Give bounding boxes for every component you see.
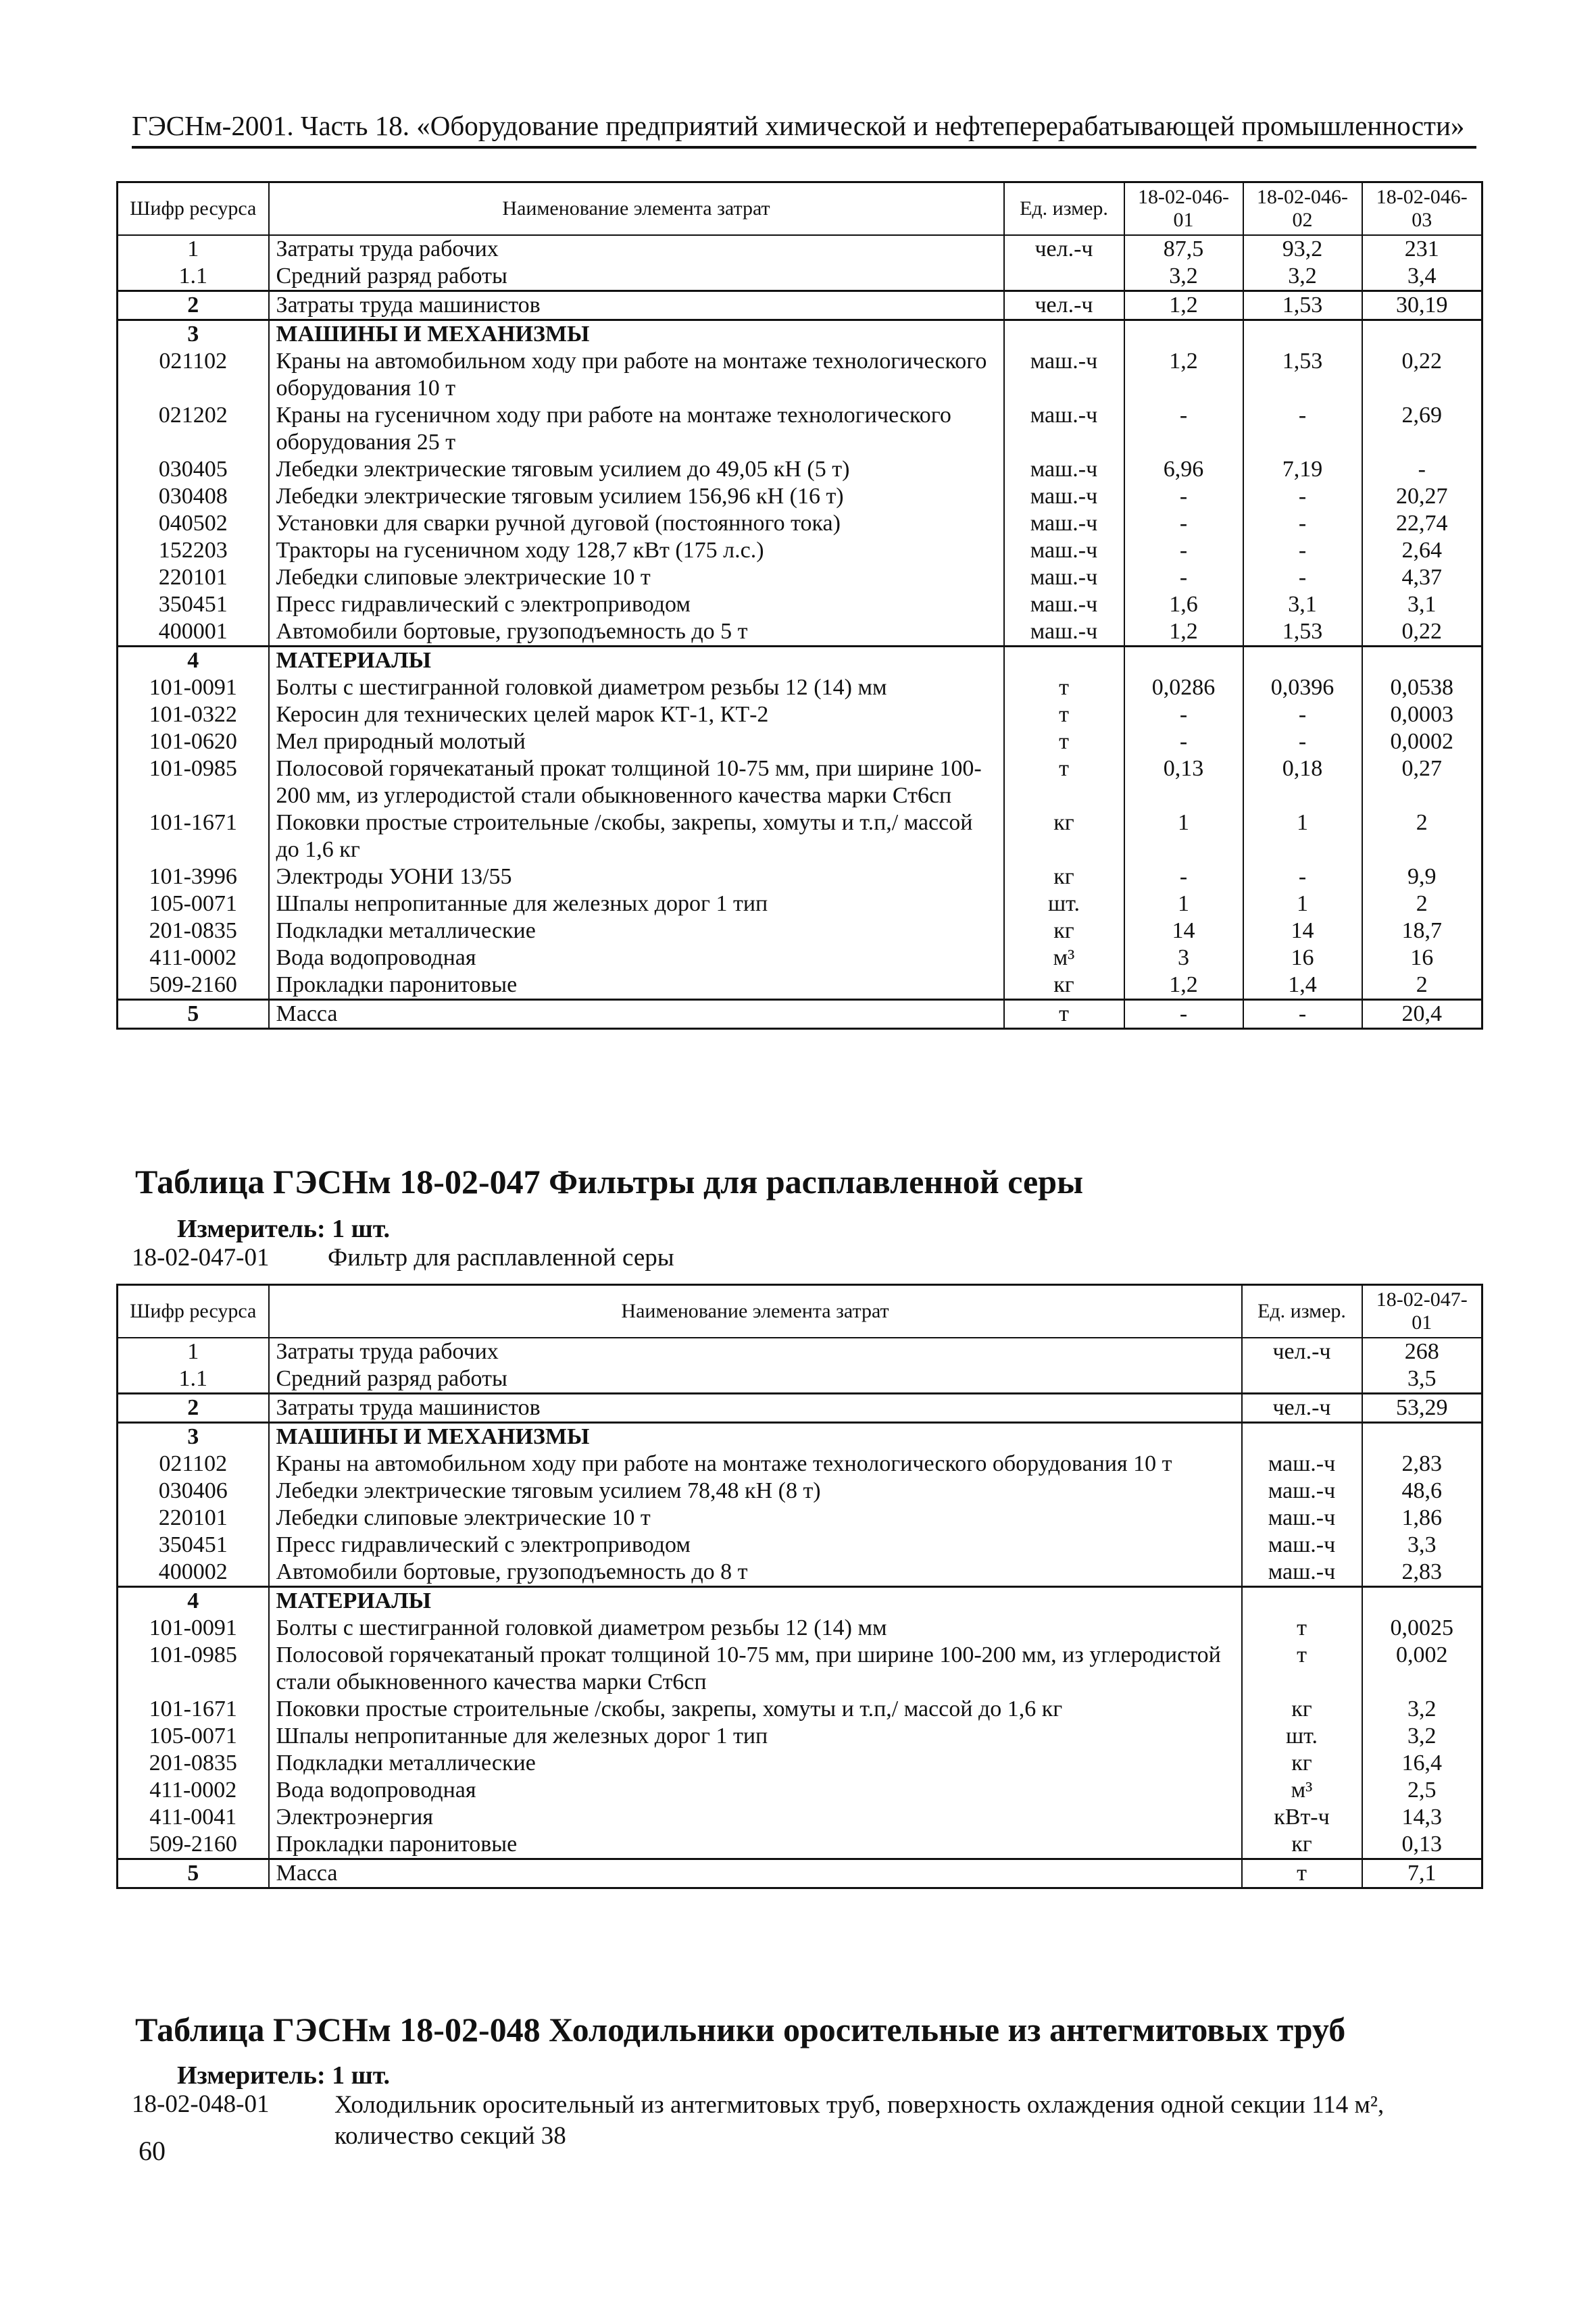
value-cell: 0,13: [1124, 755, 1243, 809]
value-cell: 3,2: [1124, 263, 1243, 291]
code-cell: 101-0985: [118, 755, 269, 809]
col-header-name: Наименование элемента затрат: [269, 1285, 1242, 1338]
unit-cell: т: [1242, 1615, 1362, 1642]
unit-cell: [1004, 647, 1124, 675]
value-cell: 2,83: [1362, 1451, 1482, 1478]
code-cell: 101-1671: [118, 809, 269, 863]
name-cell: Краны на автомобильном ходу при работе на монтаже технологического оборудования 10 т: [269, 1451, 1242, 1478]
value-cell: -: [1124, 483, 1243, 510]
table-row: [118, 1642, 1482, 1696]
item-code-048: 18-02-048-01: [132, 2090, 270, 2118]
resource-table-047: [116, 1284, 1483, 1889]
code-cell: 021102: [118, 1451, 269, 1478]
col-header-value: 18-02-046-02: [1243, 182, 1362, 236]
unit-cell: маш.-ч: [1004, 402, 1124, 456]
name-cell: Вода водопроводная: [269, 1777, 1242, 1804]
value-cell: 2,64: [1362, 537, 1482, 564]
code-cell: 411-0002: [118, 945, 269, 972]
value-cell: 0,0025: [1362, 1615, 1482, 1642]
code-cell: 030405: [118, 456, 269, 483]
table-row: [118, 1478, 1482, 1505]
name-cell: Лебедки слиповые электрические 10 т: [269, 1505, 1242, 1532]
value-cell: -: [1243, 537, 1362, 564]
code-cell: 101-0091: [118, 1615, 269, 1642]
table-row: [118, 890, 1482, 917]
unit-cell: кг: [1004, 863, 1124, 890]
code-cell: 5: [118, 1859, 269, 1888]
unit-cell: маш.-ч: [1004, 564, 1124, 591]
unit-cell: кг: [1242, 1696, 1362, 1723]
name-cell: Полосовой горячекатаный прокат толщиной 10-75 мм, при ширине 100-200 мм, из углеродистой стали обыкновенного качества марки Ст6сп: [269, 755, 1004, 809]
name-cell: МАТЕРИАЛЫ: [269, 1587, 1242, 1615]
value-cell: 18,7: [1362, 917, 1482, 945]
table-row: [118, 917, 1482, 945]
value-cell: 7,1: [1362, 1859, 1482, 1888]
table-row: [118, 1365, 1482, 1394]
name-cell: Электроды УОНИ 13/55: [269, 863, 1004, 890]
code-cell: 101-1671: [118, 1696, 269, 1723]
code-cell: 105-0071: [118, 1723, 269, 1750]
table-row: [118, 1696, 1482, 1723]
value-cell: [1124, 320, 1243, 349]
value-cell: 1,53: [1243, 348, 1362, 402]
value-cell: -: [1124, 1000, 1243, 1029]
code-cell: 3: [118, 1423, 269, 1451]
table-header-row: [118, 182, 1482, 236]
value-cell: 3: [1124, 945, 1243, 972]
unit-cell: кг: [1004, 972, 1124, 1000]
code-cell: 509-2160: [118, 972, 269, 1000]
table-row: [118, 320, 1482, 349]
value-cell: 1: [1243, 890, 1362, 917]
table-row: [118, 647, 1482, 675]
unit-cell: м³: [1004, 945, 1124, 972]
value-cell: 2: [1362, 890, 1482, 917]
table-body: [118, 235, 1482, 1029]
value-cell: 9,9: [1362, 863, 1482, 890]
unit-cell: шт.: [1242, 1723, 1362, 1750]
value-cell: 6,96: [1124, 456, 1243, 483]
name-cell: Установки для сварки ручной дуговой (постоянного тока): [269, 510, 1004, 537]
unit-cell: маш.-ч: [1004, 537, 1124, 564]
name-cell: Краны на гусеничном ходу при работе на монтаже технологического оборудования 25 т: [269, 402, 1004, 456]
value-cell: -: [1124, 537, 1243, 564]
value-cell: -: [1243, 863, 1362, 890]
name-cell: Шпалы непропитанные для железных дорог 1 тип: [269, 890, 1004, 917]
unit-cell: маш.-ч: [1004, 591, 1124, 618]
value-cell: 16: [1362, 945, 1482, 972]
value-cell: 14: [1124, 917, 1243, 945]
col-header-code: Шифр ресурса: [118, 1285, 269, 1338]
table-row: [118, 1532, 1482, 1559]
value-cell: 2: [1362, 972, 1482, 1000]
value-cell: -: [1124, 510, 1243, 537]
code-cell: 4: [118, 1587, 269, 1615]
unit-cell: кг: [1242, 1750, 1362, 1777]
value-cell: 14,3: [1362, 1804, 1482, 1831]
value-cell: 3,2: [1243, 263, 1362, 291]
code-cell: 101-0620: [118, 728, 269, 755]
name-cell: Полосовой горячекатаный прокат толщиной 10-75 мм, при ширине 100-200 мм, из углеродистой стали обыкновенного качества марки Ст6сп: [269, 1642, 1242, 1696]
code-cell: 220101: [118, 564, 269, 591]
code-cell: 4: [118, 647, 269, 675]
page-header: ГЭСНм-2001. Часть 18. «Оборудование предприятий химической и нефтеперерабатывающей промышленности»: [132, 109, 1476, 149]
table-row: [118, 1338, 1482, 1365]
col-header-name: Наименование элемента затрат: [269, 182, 1004, 236]
unit-cell: т: [1004, 701, 1124, 728]
value-cell: -: [1243, 510, 1362, 537]
name-cell: МАТЕРИАЛЫ: [269, 647, 1004, 675]
unit-cell: маш.-ч: [1242, 1559, 1362, 1587]
value-cell: -: [1243, 728, 1362, 755]
table-row: [118, 1394, 1482, 1423]
name-cell: Электроэнергия: [269, 1804, 1242, 1831]
table-row: [118, 263, 1482, 291]
table-title-047: Таблица ГЭСНм 18-02-047 Фильтры для расплавленной серы: [135, 1163, 1084, 1201]
table-row: [118, 456, 1482, 483]
name-cell: Керосин для технических целей марок КТ-1, КТ-2: [269, 701, 1004, 728]
table-row: [118, 1505, 1482, 1532]
table-row: [118, 674, 1482, 701]
value-cell: 2,69: [1362, 402, 1482, 456]
code-cell: 101-0985: [118, 1642, 269, 1696]
value-cell: 0,27: [1362, 755, 1482, 809]
unit-cell: чел.-ч: [1242, 1394, 1362, 1423]
value-cell: 1,6: [1124, 591, 1243, 618]
code-cell: 201-0835: [118, 1750, 269, 1777]
table-row: [118, 1559, 1482, 1587]
code-cell: 1: [118, 235, 269, 263]
code-cell: 2: [118, 1394, 269, 1423]
item-code: 18-02-047-01: [132, 1244, 270, 1272]
unit-cell: маш.-ч: [1242, 1505, 1362, 1532]
value-cell: 1: [1243, 809, 1362, 863]
name-cell: МАШИНЫ И МЕХАНИЗМЫ: [269, 1423, 1242, 1451]
item-description: Фильтр для расплавленной серы: [328, 1244, 674, 1272]
value-cell: 2: [1362, 809, 1482, 863]
unit-cell: кг: [1242, 1831, 1362, 1859]
name-cell: Автомобили бортовые, грузоподъемность до 8 т: [269, 1559, 1242, 1587]
value-cell: -: [1243, 701, 1362, 728]
value-cell: 2,83: [1362, 1559, 1482, 1587]
table-row: [118, 291, 1482, 320]
value-cell: 0,0286: [1124, 674, 1243, 701]
value-cell: 0,0003: [1362, 701, 1482, 728]
code-cell: 021102: [118, 348, 269, 402]
table-header-row: [118, 1285, 1482, 1338]
unit-cell: маш.-ч: [1004, 510, 1124, 537]
unit-cell: маш.-ч: [1242, 1478, 1362, 1505]
unit-cell: [1242, 1365, 1362, 1394]
value-cell: 30,19: [1362, 291, 1482, 320]
value-cell: 22,74: [1362, 510, 1482, 537]
table-row: [118, 1750, 1482, 1777]
name-cell: Краны на автомобильном ходу при работе на монтаже технологического оборудования 10 т: [269, 348, 1004, 402]
table-row: [118, 235, 1482, 263]
table-title-048: Таблица ГЭСНм 18-02-048 Холодильники оросительные из антегмитовых труб: [135, 2011, 1346, 2048]
unit-cell: кг: [1004, 917, 1124, 945]
table-row: [118, 537, 1482, 564]
table-row: [118, 809, 1482, 863]
value-cell: 3,5: [1362, 1365, 1482, 1394]
value-cell: -: [1243, 402, 1362, 456]
value-cell: 0,0538: [1362, 674, 1482, 701]
value-cell: 20,27: [1362, 483, 1482, 510]
name-cell: Мел природный молотый: [269, 728, 1004, 755]
name-cell: Затраты труда рабочих: [269, 235, 1004, 263]
col-header-unit: Ед. измер.: [1004, 182, 1124, 236]
col-header-value: 18-02-046-01: [1124, 182, 1243, 236]
name-cell: Масса: [269, 1859, 1242, 1888]
unit-cell: м³: [1242, 1777, 1362, 1804]
table-row: [118, 1000, 1482, 1029]
table-row: [118, 1804, 1482, 1831]
value-cell: 0,0396: [1243, 674, 1362, 701]
unit-cell: [1004, 320, 1124, 349]
name-cell: Пресс гидравлический с электроприводом: [269, 591, 1004, 618]
unit-cell: т: [1004, 1000, 1124, 1029]
code-cell: 021202: [118, 402, 269, 456]
unit-cell: т: [1242, 1859, 1362, 1888]
name-cell: Пресс гидравлический с электроприводом: [269, 1532, 1242, 1559]
name-cell: Подкладки металлические: [269, 1750, 1242, 1777]
table-row: [118, 348, 1482, 402]
value-cell: -: [1243, 1000, 1362, 1029]
value-cell: 231: [1362, 235, 1482, 263]
value-cell: [1124, 647, 1243, 675]
value-cell: [1362, 1423, 1482, 1451]
col-header-value: 18-02-047-01: [1362, 1285, 1482, 1338]
table-row: [118, 1723, 1482, 1750]
code-cell: 152203: [118, 537, 269, 564]
table-body: [118, 1338, 1482, 1888]
value-cell: -: [1362, 456, 1482, 483]
value-cell: 0,18: [1243, 755, 1362, 809]
name-cell: Шпалы непропитанные для железных дорог 1 тип: [269, 1723, 1242, 1750]
value-cell: -: [1243, 483, 1362, 510]
code-cell: 105-0071: [118, 890, 269, 917]
code-cell: 1: [118, 1338, 269, 1365]
unit-cell: маш.-ч: [1004, 456, 1124, 483]
item-description-048: Холодильник оросительный из антегмитовых труб, поверхность охлаждения одной секции 114 м², количество секций 38: [334, 2091, 1385, 2150]
value-cell: -: [1243, 564, 1362, 591]
name-cell: Масса: [269, 1000, 1004, 1029]
table-row: [118, 1451, 1482, 1478]
value-cell: 1,53: [1243, 618, 1362, 647]
name-cell: Подкладки металлические: [269, 917, 1004, 945]
unit-cell: маш.-ч: [1242, 1532, 1362, 1559]
value-cell: 16,4: [1362, 1750, 1482, 1777]
value-cell: -: [1124, 564, 1243, 591]
name-cell: Вода водопроводная: [269, 945, 1004, 972]
unit-cell: маш.-ч: [1242, 1451, 1362, 1478]
value-cell: 268: [1362, 1338, 1482, 1365]
value-cell: 0,13: [1362, 1831, 1482, 1859]
value-cell: 2,5: [1362, 1777, 1482, 1804]
unit-cell: кг: [1004, 809, 1124, 863]
value-cell: 3,2: [1362, 1723, 1482, 1750]
table-row: [118, 1777, 1482, 1804]
name-cell: Болты с шестигранной головкой диаметром резьбы 12 (14) мм: [269, 674, 1004, 701]
measure-047: Измеритель: 1 шт.: [177, 1215, 391, 1243]
value-cell: 1,2: [1124, 618, 1243, 647]
unit-cell: [1242, 1423, 1362, 1451]
value-cell: 0,22: [1362, 348, 1482, 402]
table-row: [118, 945, 1482, 972]
table-row: [118, 591, 1482, 618]
table-row: [118, 483, 1482, 510]
value-cell: 1,2: [1124, 291, 1243, 320]
unit-cell: т: [1242, 1642, 1362, 1696]
unit-cell: чел.-ч: [1004, 235, 1124, 263]
name-cell: Затраты труда машинистов: [269, 291, 1004, 320]
value-cell: 3,1: [1362, 591, 1482, 618]
value-cell: [1243, 647, 1362, 675]
name-cell: Прокладки паронитовые: [269, 1831, 1242, 1859]
value-cell: 3,3: [1362, 1532, 1482, 1559]
value-cell: 14: [1243, 917, 1362, 945]
value-cell: 3,2: [1362, 1696, 1482, 1723]
col-header-unit: Ед. измер.: [1242, 1285, 1362, 1338]
code-cell: 350451: [118, 1532, 269, 1559]
code-cell: 101-0322: [118, 701, 269, 728]
code-cell: 400001: [118, 618, 269, 647]
resource-table-046: [116, 181, 1483, 1030]
value-cell: 53,29: [1362, 1394, 1482, 1423]
code-cell: 509-2160: [118, 1831, 269, 1859]
name-cell: Тракторы на гусеничном ходу 128,7 кВт (175 л.с.): [269, 537, 1004, 564]
value-cell: 3,4: [1362, 263, 1482, 291]
name-cell: Болты с шестигранной головкой диаметром резьбы 12 (14) мм: [269, 1615, 1242, 1642]
code-cell: 040502: [118, 510, 269, 537]
name-cell: Затраты труда машинистов: [269, 1394, 1242, 1423]
unit-cell: т: [1004, 728, 1124, 755]
table-row: [118, 1831, 1482, 1859]
code-cell: 030406: [118, 1478, 269, 1505]
value-cell: 1,86: [1362, 1505, 1482, 1532]
name-cell: Автомобили бортовые, грузоподъемность до 5 т: [269, 618, 1004, 647]
value-cell: 7,19: [1243, 456, 1362, 483]
code-cell: 5: [118, 1000, 269, 1029]
value-cell: 1,53: [1243, 291, 1362, 320]
table-row: [118, 701, 1482, 728]
value-cell: 16: [1243, 945, 1362, 972]
value-cell: 1: [1124, 809, 1243, 863]
value-cell: 0,22: [1362, 618, 1482, 647]
name-cell: Поковки простые строительные /скобы, закрепы, хомуты и т.п,/ массой до 1,6 кг: [269, 1696, 1242, 1723]
code-cell: 1.1: [118, 263, 269, 291]
value-cell: 0,0002: [1362, 728, 1482, 755]
table-row: [118, 402, 1482, 456]
value-cell: 1,2: [1124, 972, 1243, 1000]
unit-cell: маш.-ч: [1004, 618, 1124, 647]
value-cell: 20,4: [1362, 1000, 1482, 1029]
value-cell: [1243, 320, 1362, 349]
code-cell: 411-0002: [118, 1777, 269, 1804]
name-cell: Лебедки слиповые электрические 10 т: [269, 564, 1004, 591]
col-header-code: Шифр ресурса: [118, 182, 269, 236]
code-cell: 101-0091: [118, 674, 269, 701]
code-cell: 220101: [118, 1505, 269, 1532]
code-cell: 411-0041: [118, 1804, 269, 1831]
value-cell: 87,5: [1124, 235, 1243, 263]
code-cell: 201-0835: [118, 917, 269, 945]
value-cell: 4,37: [1362, 564, 1482, 591]
page-number: 60: [139, 2136, 166, 2166]
unit-cell: кВт-ч: [1242, 1804, 1362, 1831]
name-cell: Затраты труда рабочих: [269, 1338, 1242, 1365]
name-cell: Средний разряд работы: [269, 263, 1004, 291]
name-cell: Лебедки электрические тяговым усилием 156,96 кН (16 т): [269, 483, 1004, 510]
table-row: [118, 564, 1482, 591]
unit-cell: маш.-ч: [1004, 348, 1124, 402]
table-row: [118, 755, 1482, 809]
code-cell: 030408: [118, 483, 269, 510]
name-cell: Поковки простые строительные /скобы, закрепы, хомуты и т.п,/ массой до 1,6 кг: [269, 809, 1004, 863]
value-cell: -: [1124, 863, 1243, 890]
item-line-047: [132, 1243, 674, 1272]
name-cell: Лебедки электрические тяговым усилием до 49,05 кН (5 т): [269, 456, 1004, 483]
unit-cell: т: [1004, 755, 1124, 809]
unit-cell: [1004, 263, 1124, 291]
table-row: [118, 728, 1482, 755]
unit-cell: чел.-ч: [1242, 1338, 1362, 1365]
unit-cell: т: [1004, 674, 1124, 701]
value-cell: [1362, 320, 1482, 349]
value-cell: 1,4: [1243, 972, 1362, 1000]
code-cell: 1.1: [118, 1365, 269, 1394]
measure-048: Измеритель: 1 шт.: [177, 2061, 391, 2090]
value-cell: 3,1: [1243, 591, 1362, 618]
value-cell: 93,2: [1243, 235, 1362, 263]
table-row: [118, 1615, 1482, 1642]
name-cell: Средний разряд работы: [269, 1365, 1242, 1394]
value-cell: 1: [1124, 890, 1243, 917]
value-cell: [1362, 1587, 1482, 1615]
table-row: [118, 1587, 1482, 1615]
name-cell: МАШИНЫ И МЕХАНИЗМЫ: [269, 320, 1004, 349]
value-cell: 0,002: [1362, 1642, 1482, 1696]
code-cell: 2: [118, 291, 269, 320]
table-row: [118, 510, 1482, 537]
code-cell: 350451: [118, 591, 269, 618]
code-cell: 400002: [118, 1559, 269, 1587]
code-cell: 3: [118, 320, 269, 349]
value-cell: 1,2: [1124, 348, 1243, 402]
value-cell: -: [1124, 701, 1243, 728]
code-cell: 101-3996: [118, 863, 269, 890]
unit-cell: [1242, 1587, 1362, 1615]
value-cell: [1362, 647, 1482, 675]
value-cell: -: [1124, 728, 1243, 755]
name-cell: Прокладки паронитовые: [269, 972, 1004, 1000]
unit-cell: чел.-ч: [1004, 291, 1124, 320]
table-row: [118, 1423, 1482, 1451]
table-row: [118, 972, 1482, 1000]
value-cell: -: [1124, 402, 1243, 456]
table-row: [118, 1859, 1482, 1888]
table-row: [118, 863, 1482, 890]
unit-cell: маш.-ч: [1004, 483, 1124, 510]
unit-cell: шт.: [1004, 890, 1124, 917]
col-header-value: 18-02-046-03: [1362, 182, 1482, 236]
value-cell: 48,6: [1362, 1478, 1482, 1505]
name-cell: Лебедки электрические тяговым усилием 78,48 кН (8 т): [269, 1478, 1242, 1505]
table-row: [118, 618, 1482, 647]
